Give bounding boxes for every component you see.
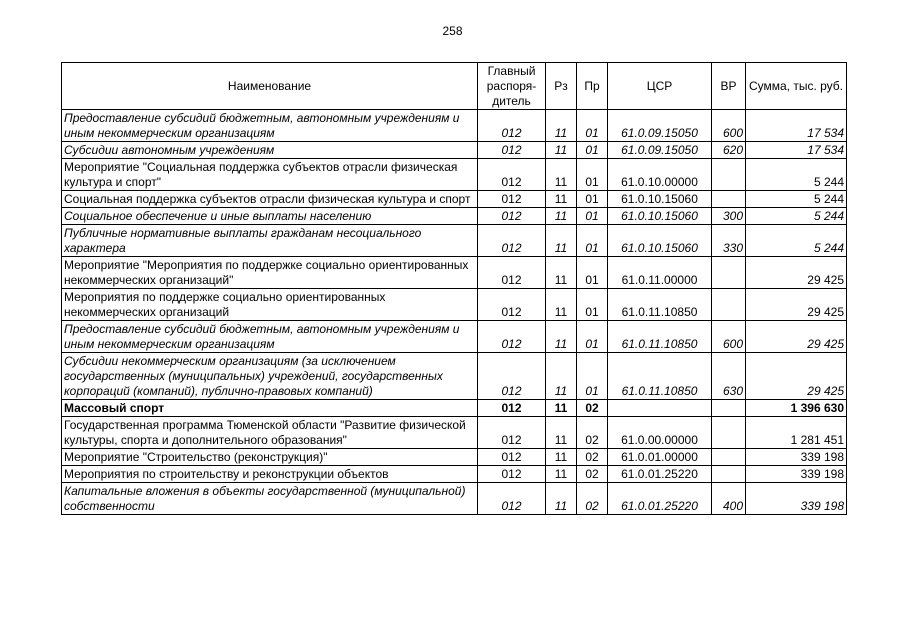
cell-admin: 012 (478, 449, 546, 466)
cell-name: Мероприятие "Социальная поддержка субъектов отрасли физическая культура и спорт" (62, 159, 478, 191)
cell-pr: 02 (577, 417, 608, 449)
table-header-row (62, 63, 847, 110)
header-name: Наименование (62, 63, 478, 110)
cell-pr: 01 (577, 159, 608, 191)
cell-rz: 11 (546, 142, 577, 159)
cell-name: Предоставление субсидий бюджетным, автономным учреждениям и иным некоммерческим организациям (62, 321, 478, 353)
cell-admin: 012 (478, 110, 546, 142)
cell-sum: 17 534 (746, 110, 847, 142)
cell-rz: 11 (546, 417, 577, 449)
cell-sum: 29 425 (746, 353, 847, 400)
cell-vr (712, 449, 746, 466)
cell-pr: 01 (577, 208, 608, 225)
table-row (62, 225, 847, 257)
cell-vr (712, 400, 746, 417)
header-admin: Главный распоря-дитель (478, 63, 546, 110)
cell-csr: 61.0.01.25220 (608, 466, 712, 483)
cell-pr: 01 (577, 257, 608, 289)
cell-rz: 11 (546, 257, 577, 289)
cell-sum: 339 198 (746, 483, 847, 515)
cell-sum: 1 281 451 (746, 417, 847, 449)
cell-pr: 01 (577, 353, 608, 400)
cell-csr: 61.0.00.00000 (608, 417, 712, 449)
table-row (62, 142, 847, 159)
cell-rz: 11 (546, 321, 577, 353)
cell-name: Мероприятие "Строительство (реконструкция)" (62, 449, 478, 466)
table-row (62, 191, 847, 208)
cell-admin: 012 (478, 225, 546, 257)
cell-csr: 61.0.11.10850 (608, 353, 712, 400)
cell-csr: 61.0.10.00000 (608, 159, 712, 191)
cell-csr: 61.0.01.25220 (608, 483, 712, 515)
cell-admin: 012 (478, 417, 546, 449)
cell-sum: 29 425 (746, 321, 847, 353)
cell-sum: 5 244 (746, 159, 847, 191)
cell-vr: 330 (712, 225, 746, 257)
cell-pr: 02 (577, 449, 608, 466)
header-pr: Пр (577, 63, 608, 110)
cell-csr: 61.0.10.15060 (608, 208, 712, 225)
cell-pr: 01 (577, 225, 608, 257)
cell-name: Субсидии некоммерческим организациям (за исключением государственных (муниципальных) учреждений, государственных корпораций (компаний), публично-правовых компаний) (62, 353, 478, 400)
cell-rz: 11 (546, 400, 577, 417)
cell-vr (712, 289, 746, 321)
cell-vr: 300 (712, 208, 746, 225)
cell-vr: 620 (712, 142, 746, 159)
cell-admin: 012 (478, 191, 546, 208)
header-sum: Сумма, тыс. руб. (746, 63, 847, 110)
cell-sum: 29 425 (746, 289, 847, 321)
cell-sum: 5 244 (746, 191, 847, 208)
table-row (62, 208, 847, 225)
cell-rz: 11 (546, 289, 577, 321)
cell-rz: 11 (546, 353, 577, 400)
page-number: 258 (442, 24, 463, 38)
cell-admin: 012 (478, 257, 546, 289)
cell-vr (712, 257, 746, 289)
cell-name: Субсидии автономным учреждениям (62, 142, 478, 159)
cell-name: Массовый спорт (62, 400, 478, 417)
cell-name: Мероприятия по строительству и реконструкции объектов (62, 466, 478, 483)
cell-rz: 11 (546, 483, 577, 515)
table-row (62, 110, 847, 142)
cell-csr: 61.0.01.00000 (608, 449, 712, 466)
table-body (62, 110, 847, 515)
cell-admin: 012 (478, 400, 546, 417)
cell-vr: 400 (712, 483, 746, 515)
cell-pr: 02 (577, 400, 608, 417)
cell-admin: 012 (478, 159, 546, 191)
cell-sum: 339 198 (746, 449, 847, 466)
cell-csr (608, 400, 712, 417)
table-row (62, 321, 847, 353)
cell-name: Мероприятия по поддержке социально ориентированных некоммерческих организаций (62, 289, 478, 321)
cell-pr: 02 (577, 483, 608, 515)
cell-pr: 01 (577, 110, 608, 142)
table-row (62, 353, 847, 400)
cell-rz: 11 (546, 110, 577, 142)
cell-pr: 01 (577, 321, 608, 353)
cell-sum: 17 534 (746, 142, 847, 159)
cell-csr: 61.0.09.15050 (608, 142, 712, 159)
cell-rz: 11 (546, 225, 577, 257)
table-row (62, 466, 847, 483)
header-vr: ВР (712, 63, 746, 110)
cell-vr: 600 (712, 110, 746, 142)
cell-pr: 01 (577, 142, 608, 159)
cell-vr: 630 (712, 353, 746, 400)
cell-csr: 61.0.11.00000 (608, 257, 712, 289)
cell-name: Мероприятие "Мероприятия по поддержке социально ориентированных некоммерческих организаций" (62, 257, 478, 289)
cell-name: Публичные нормативные выплаты гражданам несоциального характера (62, 225, 478, 257)
table-row (62, 289, 847, 321)
cell-sum: 339 198 (746, 466, 847, 483)
cell-vr (712, 417, 746, 449)
cell-admin: 012 (478, 321, 546, 353)
cell-admin: 012 (478, 289, 546, 321)
cell-admin: 012 (478, 353, 546, 400)
table-row (62, 159, 847, 191)
header-csr: ЦСР (608, 63, 712, 110)
cell-sum: 5 244 (746, 225, 847, 257)
cell-admin: 012 (478, 142, 546, 159)
table-row (62, 449, 847, 466)
cell-sum: 1 396 630 (746, 400, 847, 417)
cell-name: Государственная программа Тюменской области "Развитие физической культуры, спорта и дополнительного образования" (62, 417, 478, 449)
cell-name: Предоставление субсидий бюджетным, автономным учреждениям и иным некоммерческим организациям (62, 110, 478, 142)
header-rz: Рз (546, 63, 577, 110)
cell-admin: 012 (478, 483, 546, 515)
table-row (62, 257, 847, 289)
cell-name: Капитальные вложения в объекты государственной (муниципальной) собственности (62, 483, 478, 515)
cell-pr: 02 (577, 466, 608, 483)
cell-rz: 11 (546, 208, 577, 225)
cell-vr (712, 466, 746, 483)
cell-admin: 012 (478, 466, 546, 483)
table-row (62, 400, 847, 417)
table-row (62, 417, 847, 449)
cell-rz: 11 (546, 191, 577, 208)
budget-table (61, 62, 847, 515)
cell-pr: 01 (577, 191, 608, 208)
cell-pr: 01 (577, 289, 608, 321)
cell-vr: 600 (712, 321, 746, 353)
cell-vr (712, 191, 746, 208)
cell-vr (712, 159, 746, 191)
cell-csr: 61.0.10.15060 (608, 191, 712, 208)
cell-sum: 29 425 (746, 257, 847, 289)
cell-csr: 61.0.09.15050 (608, 110, 712, 142)
cell-csr: 61.0.11.10850 (608, 321, 712, 353)
cell-rz: 11 (546, 466, 577, 483)
cell-sum: 5 244 (746, 208, 847, 225)
cell-csr: 61.0.10.15060 (608, 225, 712, 257)
cell-csr: 61.0.11.10850 (608, 289, 712, 321)
cell-rz: 11 (546, 159, 577, 191)
table-row (62, 483, 847, 515)
cell-name: Социальное обеспечение и иные выплаты населению (62, 208, 478, 225)
cell-rz: 11 (546, 449, 577, 466)
cell-admin: 012 (478, 208, 546, 225)
cell-name: Социальная поддержка субъектов отрасли физическая культура и спорт (62, 191, 478, 208)
